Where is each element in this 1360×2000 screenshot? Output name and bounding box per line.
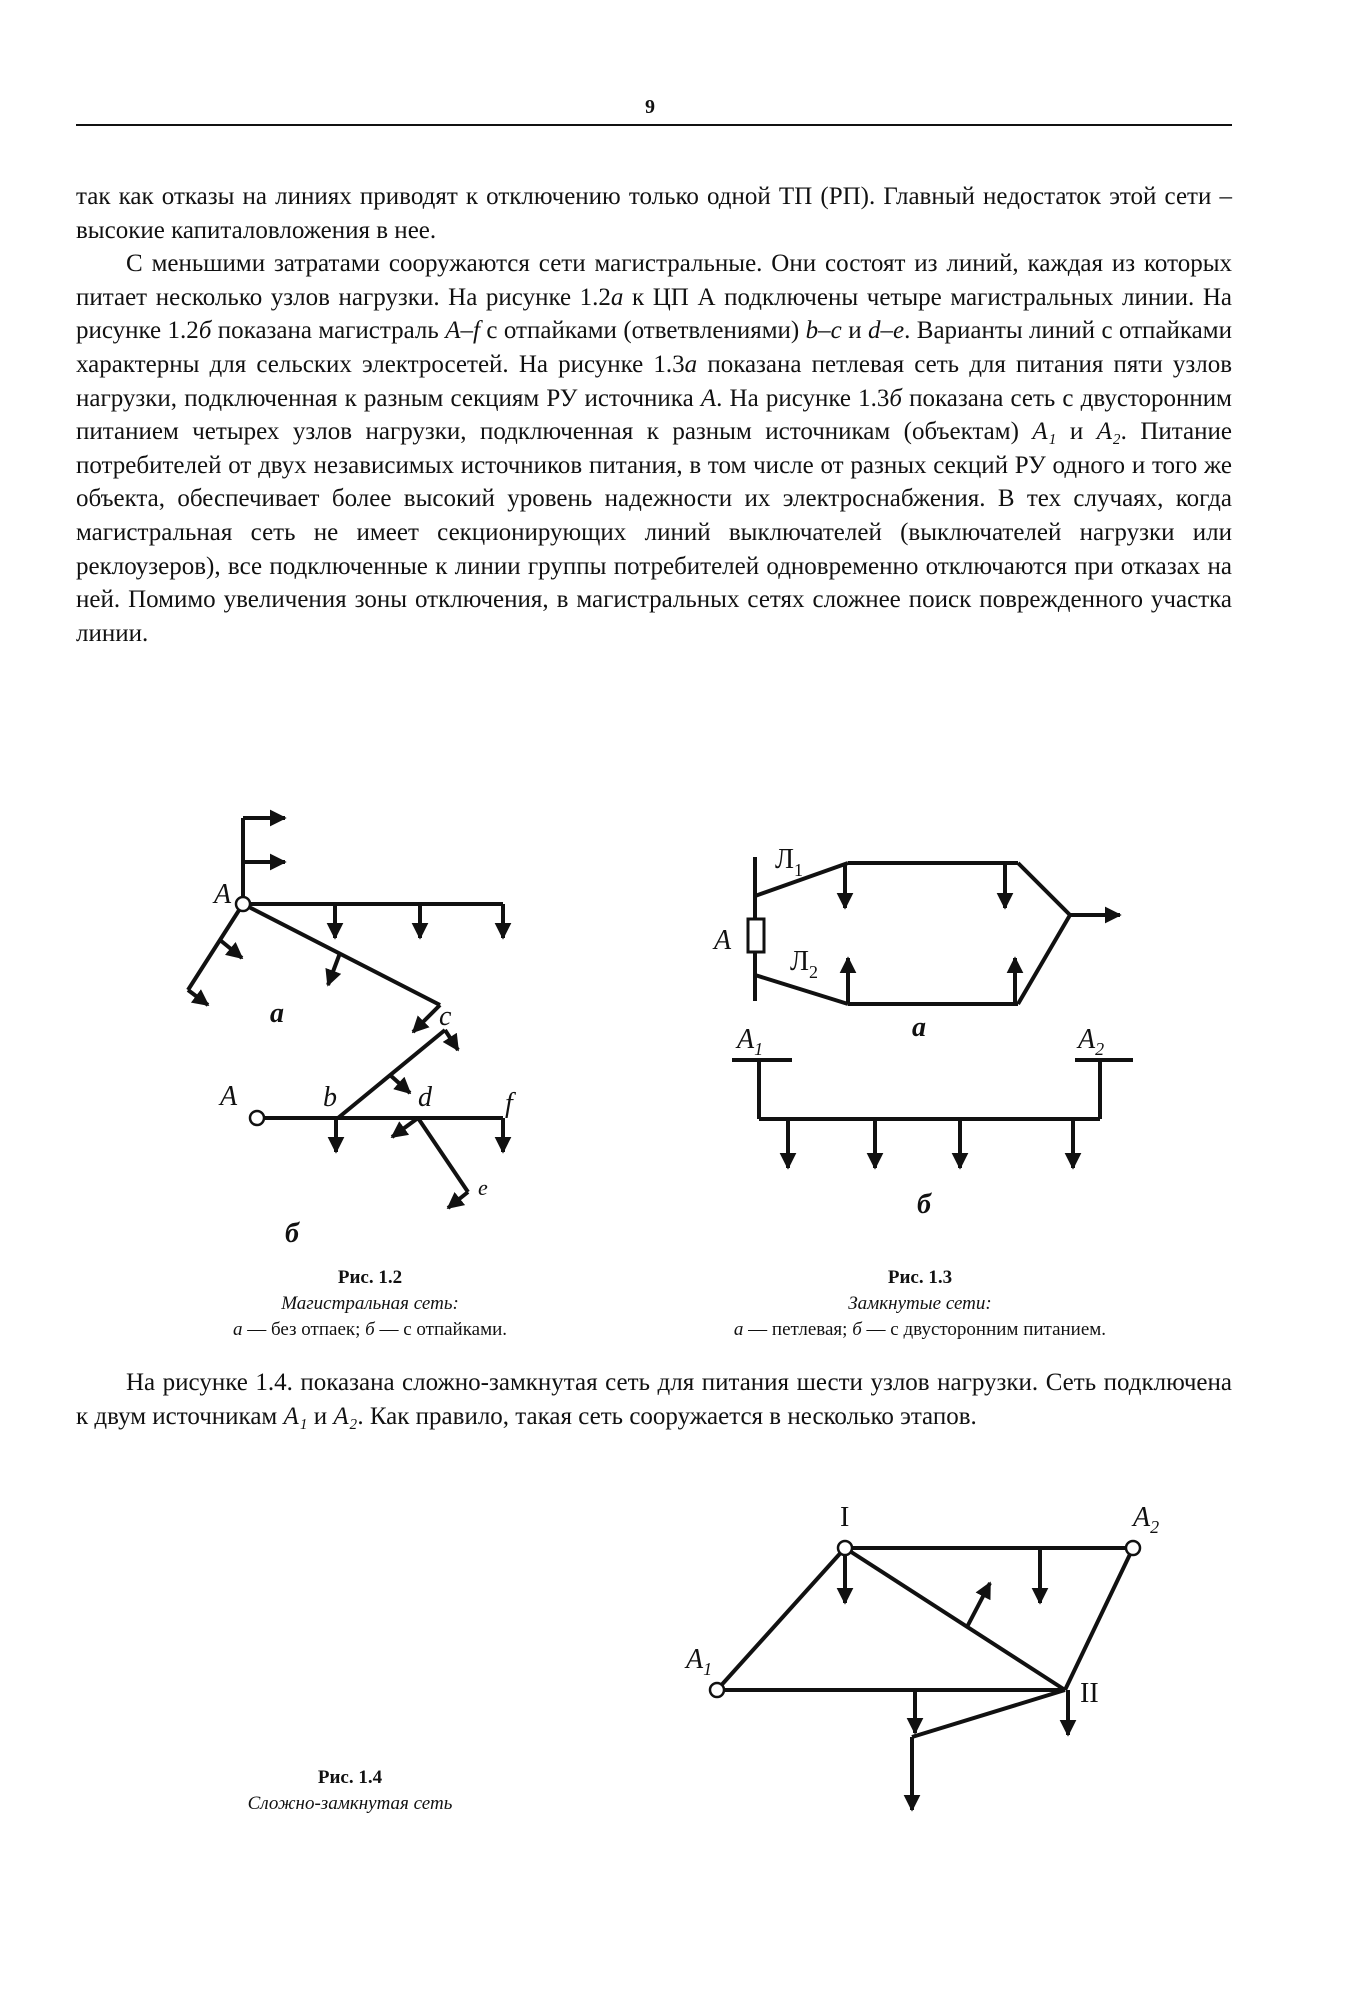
subfigure-label-a: а bbox=[270, 998, 284, 1029]
paragraph-1: так как отказы на линиях приводят к отключению только одной ТП (РП). Главный недостаток этой сети – высокие капиталовложения в нее. bbox=[76, 183, 1232, 244]
subfigure-label-b: б bbox=[285, 1218, 299, 1249]
node-label-II: II bbox=[1080, 1678, 1099, 1709]
figure-1-4-labels bbox=[684, 1502, 1159, 1709]
caption-title: Магистральная сеть: bbox=[281, 1293, 459, 1314]
node-label-b: b bbox=[323, 1082, 337, 1113]
node-label-c: c bbox=[439, 1001, 452, 1032]
node-label-f: f bbox=[505, 1088, 513, 1119]
caption-fig-1-2 bbox=[160, 1265, 580, 1343]
figure-1-4 bbox=[710, 1541, 1140, 1810]
paragraph-2: С меньшими затратами сооружаются сети магистральные. Они состоят из линий, каждая из которых питает несколько узлов нагрузки. На рисунке 1.2а к ЦП А подключены четыре магистральных линии. На рисунке 1.2б показана магистраль A–f с отпайками (ответвлениями) b–c и d–e. Варианты линий с отпайками характерны для сельских электросетей. На рисунке 1.3а показана петлевая сеть для питания пяти узлов нагрузки, подключенная к разным секциям РУ источника А. На рисунке 1.3б показана сеть с двусторонним питанием четырех узлов нагрузки, подключенная к разным источникам (объектам) A₁ и A₂. Питание потребителей от двух независимых источников питания, в том числе от разных секций РУ одного и того же объекта, обеспечивает более высокий уровень надежности их электроснабжения. В тех случаях, когда магистральная сеть не имеет секционирующих линий выключателей (выключателей нагрузки или реклоузеров), все подключенные к линии группы потребителей одновременно отключаются при отказах на ней. Помимо увеличения зоны отключения, в магистральных сетях сложнее поиск поврежденного участка линии. bbox=[76, 250, 1233, 647]
source-label-A: А bbox=[714, 925, 732, 956]
line-label-L2: $Л_2$ bbox=[790, 946, 818, 982]
node-label-A1-1-4: $A_1$ bbox=[686, 1644, 713, 1679]
figure-1-2b-labels bbox=[218, 1081, 516, 1249]
figure-1-3b bbox=[732, 1060, 1133, 1168]
caption-title: Сложно-замкнутая сеть bbox=[247, 1793, 453, 1814]
page-number: 9 bbox=[645, 96, 655, 118]
source-label-A2: $A_2$ bbox=[1078, 1024, 1105, 1059]
node-label-A-b: A bbox=[220, 1081, 238, 1112]
source-label-A1: $A_1$ bbox=[737, 1024, 764, 1059]
node-label-e: e bbox=[478, 1175, 488, 1200]
caption-detail: а — без отпаек; б — с отпайками. bbox=[232, 1319, 508, 1340]
caption-fig-1-4 bbox=[170, 1765, 530, 1817]
caption-detail: а — петлевая; б — с двусторонним питанием. bbox=[733, 1319, 1107, 1340]
subfigure-label-a-1-3: а bbox=[912, 1012, 926, 1043]
figure-1-2a bbox=[188, 818, 503, 1032]
paragraph-3: На рисунке 1.4. показана сложно-замкнутая сеть для питания шести узлов нагрузки. Сеть подключена к двум источникам A₁ и A₂. Как правило, такая сеть сооружается в несколько этапов. bbox=[76, 1369, 1232, 1430]
node-label-d: d bbox=[418, 1082, 432, 1113]
caption-number: Рис. 1.2 bbox=[337, 1267, 403, 1288]
caption-fig-1-3 bbox=[640, 1265, 1200, 1343]
figure-1-3b-labels bbox=[735, 1024, 1104, 1220]
caption-number: Рис. 1.3 bbox=[887, 1267, 953, 1288]
subfigure-label-b-1-3: б bbox=[917, 1189, 931, 1220]
node-label-I: I bbox=[840, 1502, 850, 1533]
figure-1-3a bbox=[748, 857, 1120, 1004]
figure-1-2b bbox=[250, 1030, 503, 1208]
line-label-L1: $Л_1$ bbox=[775, 844, 803, 880]
caption-title: Замкнутые сети: bbox=[848, 1293, 992, 1314]
caption-number: Рис. 1.4 bbox=[317, 1767, 383, 1788]
node-label-A2-1-4: $A_2$ bbox=[1133, 1502, 1160, 1537]
node-label-A: A bbox=[214, 879, 232, 910]
